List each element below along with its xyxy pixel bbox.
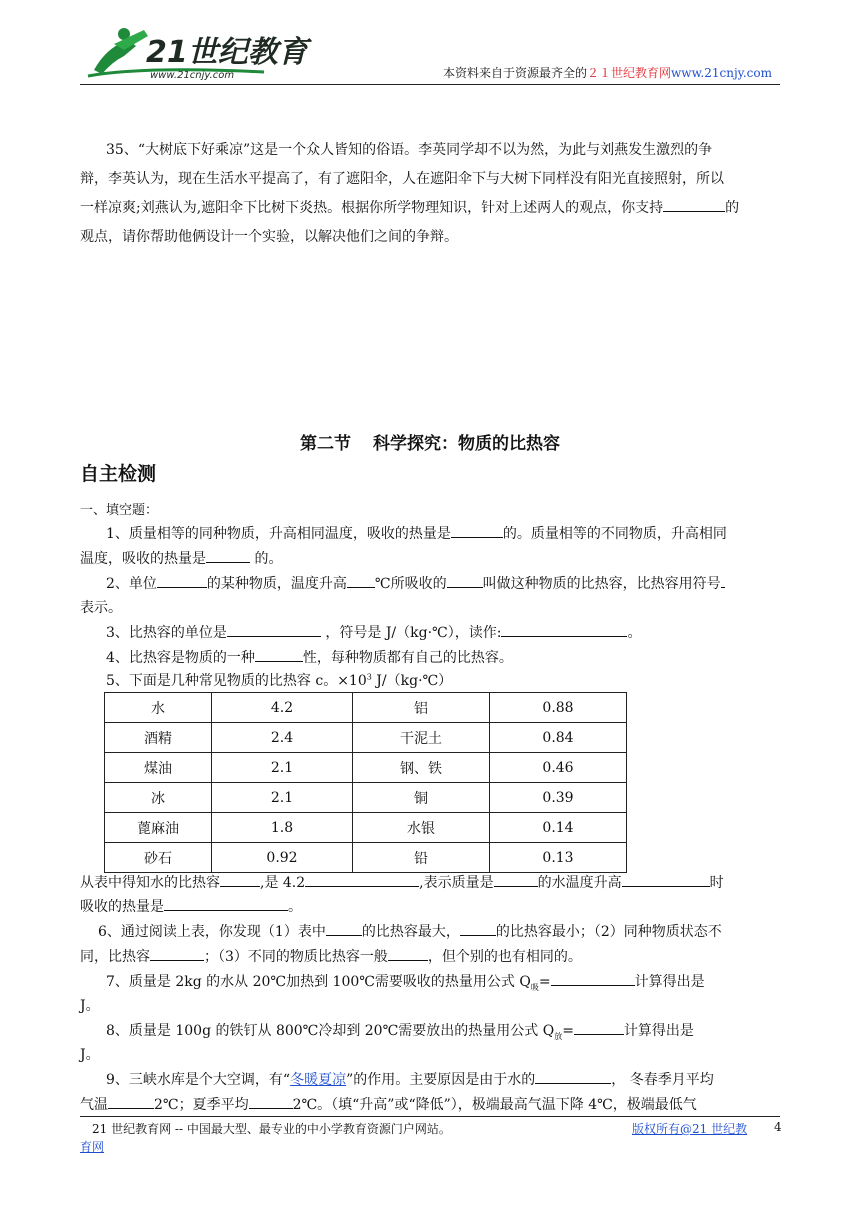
- source-site: ２１世纪教育网: [587, 66, 672, 80]
- table-question-cont: 吸收的热量是 。: [80, 896, 780, 916]
- question-8-cont: J。: [80, 1047, 100, 1063]
- blank[interactable]: [305, 872, 419, 887]
- source-prefix: 本资料来自于资源最齐全的: [443, 66, 588, 80]
- blank[interactable]: [388, 946, 428, 961]
- blank[interactable]: [157, 573, 207, 588]
- footer-text: 21 世纪教育网 -- 中国最大型、最专业的中小学教育资源门户网站。: [92, 1122, 451, 1136]
- specific-heat-table: [104, 692, 627, 873]
- blank[interactable]: [551, 971, 635, 986]
- value-cell: 1.8: [212, 813, 353, 843]
- blank[interactable]: [447, 573, 483, 588]
- section-title: 第二节 科学探究：物质的比热容: [300, 434, 560, 454]
- value-cell: 0.46: [490, 753, 627, 783]
- question-2: 2、单位 的某种物质，温度升高 ℃所吸收的 叫做这种物质的比热容，比热容用符号: [106, 573, 780, 593]
- substance-cell: 砂石: [105, 843, 212, 873]
- substance-cell: 铅: [353, 843, 490, 873]
- blank[interactable]: [460, 921, 496, 936]
- table-row: [105, 843, 627, 873]
- question-6-cont: 同，比热容 ；（3）不同的物质比热容一般 ，但个别的也有相同的。: [80, 946, 780, 966]
- table-row: [105, 753, 627, 783]
- page-number: 4: [774, 1120, 782, 1134]
- table-row: [105, 783, 627, 813]
- question-1: 1、质量相等的同种物质，升高相同温度，吸收的热量是 的。质量相等的不同物质，升高相同: [106, 523, 780, 543]
- blank[interactable]: [622, 872, 710, 887]
- question-9: 9、三峡水库是个大空调，有“冬暖夏凉”的作用。主要原因是由于水的 ， 冬春季月平均: [106, 1069, 780, 1089]
- copyright-link[interactable]: 版权所有@21 世纪教: [632, 1122, 748, 1136]
- value-cell: 0.14: [490, 813, 627, 843]
- substance-cell: 冰: [105, 783, 212, 813]
- blank[interactable]: [494, 872, 538, 887]
- footer-divider: [80, 1116, 780, 1117]
- table-question: 从表中得知水的比热容 ,是 4.2 ,表示质量是 的水温度升高 时: [80, 872, 780, 892]
- blank[interactable]: [249, 1094, 293, 1109]
- blank[interactable]: [220, 872, 260, 887]
- q9-link[interactable]: 冬暖夏凉: [290, 1072, 347, 1088]
- question-9-cont: 气温 2℃；夏季平均 2℃。（填“升高”或“降低”），极端最高气温下降 4℃，极端最低气: [80, 1094, 780, 1114]
- value-cell: 2.4: [212, 723, 353, 753]
- substance-cell: 煤油: [105, 753, 212, 783]
- substance-cell: 钢、铁: [353, 753, 490, 783]
- q35-line: 一样凉爽;刘燕认为,遮阳伞下比树下炎热。根据你所学物理知识，针对上述两人的观点，你支持 的: [80, 197, 780, 217]
- blank[interactable]: [206, 548, 250, 563]
- question-7-cont: J。: [80, 998, 100, 1014]
- question-6: 6、通过阅读上表，你发现（1）表中 的比热容最大， 的比热容最小；（2）同种物质状态不: [98, 921, 798, 941]
- copyright-link-cont[interactable]: 育网: [80, 1140, 105, 1154]
- blank[interactable]: [574, 1020, 624, 1035]
- q35-line: 35、“大树底下好乘凉”这是一个众人皆知的俗语。李英同学却不以为然，为此与刘燕发生激烈的争: [106, 142, 713, 158]
- substance-cell: 酒精: [105, 723, 212, 753]
- q35-line: 观点，请你帮助他俩设计一个实验，以解决他们之间的争辩。: [80, 229, 458, 245]
- substance-cell: 干泥土: [353, 723, 490, 753]
- question-7: 7、质量是 2kg 的水从 20℃加热到 100℃需要吸收的热量用公式 $Q_吸=$ 计算得出是: [106, 971, 780, 993]
- substance-cell: 铝: [353, 693, 490, 723]
- question-8: 8、质量是 100g 的铁钉从 800℃冷却到 20℃需要放出的热量用公式 $Q_放=$ 计算得出是: [106, 1020, 780, 1042]
- table-row: [105, 693, 627, 723]
- value-cell: 0.88: [490, 693, 627, 723]
- subsection-title: 自主检测: [80, 463, 157, 485]
- blank[interactable]: [535, 1069, 611, 1084]
- blank[interactable]: [451, 523, 503, 538]
- site-logo: [84, 22, 308, 81]
- value-cell: 0.84: [490, 723, 627, 753]
- blank[interactable]: [347, 573, 375, 588]
- value-cell: 0.92: [212, 843, 353, 873]
- blank[interactable]: [721, 573, 725, 588]
- q35-line: 辩，李英认为，现在生活水平提高了，有了遮阳伞，人在遮阳伞下与大树下同样没有阳光直接照射，所以: [80, 171, 724, 187]
- logo-url: www.21cnjy.com: [150, 70, 235, 81]
- substance-cell: 蓖麻油: [105, 813, 212, 843]
- blank[interactable]: [501, 622, 627, 637]
- substance-cell: 铜: [353, 783, 490, 813]
- blank[interactable]: [150, 946, 204, 961]
- part-heading: 一、填空题：: [80, 503, 159, 518]
- table-row: [105, 813, 627, 843]
- value-cell: 2.1: [212, 753, 353, 783]
- value-cell: 4.2: [212, 693, 353, 723]
- blank[interactable]: [108, 1094, 154, 1109]
- blank[interactable]: [255, 647, 303, 662]
- substance-cell: 水: [105, 693, 212, 723]
- substance-cell: 水银: [353, 813, 490, 843]
- table-row: [105, 723, 627, 753]
- blank[interactable]: [663, 197, 725, 212]
- header-divider: [80, 84, 780, 85]
- question-1-cont: 温度，吸收的热量是 的。: [80, 548, 780, 568]
- logo-text: 21世纪教育: [146, 35, 308, 70]
- blank[interactable]: [326, 921, 362, 936]
- value-cell: 2.1: [212, 783, 353, 813]
- value-cell: 0.13: [490, 843, 627, 873]
- blank[interactable]: [227, 622, 321, 637]
- question-5: 5、下面是几种常见物质的比热容 c。$\times 10^3$ J/（kg·℃）: [106, 672, 453, 689]
- source-line: [443, 64, 772, 81]
- blank[interactable]: [164, 896, 288, 911]
- value-cell: 0.39: [490, 783, 627, 813]
- question-4: 4、比热容是物质的一种 性，每种物质都有自己的比热容。: [106, 647, 780, 667]
- logo-runner-icon: [84, 22, 308, 81]
- question-2-cont: 表示。: [80, 600, 122, 616]
- source-url[interactable]: www.21cnjy.com: [671, 66, 772, 80]
- question-3: 3、比热容的单位是 ，符号是 J/（kg·℃），读作: 。: [106, 622, 780, 642]
